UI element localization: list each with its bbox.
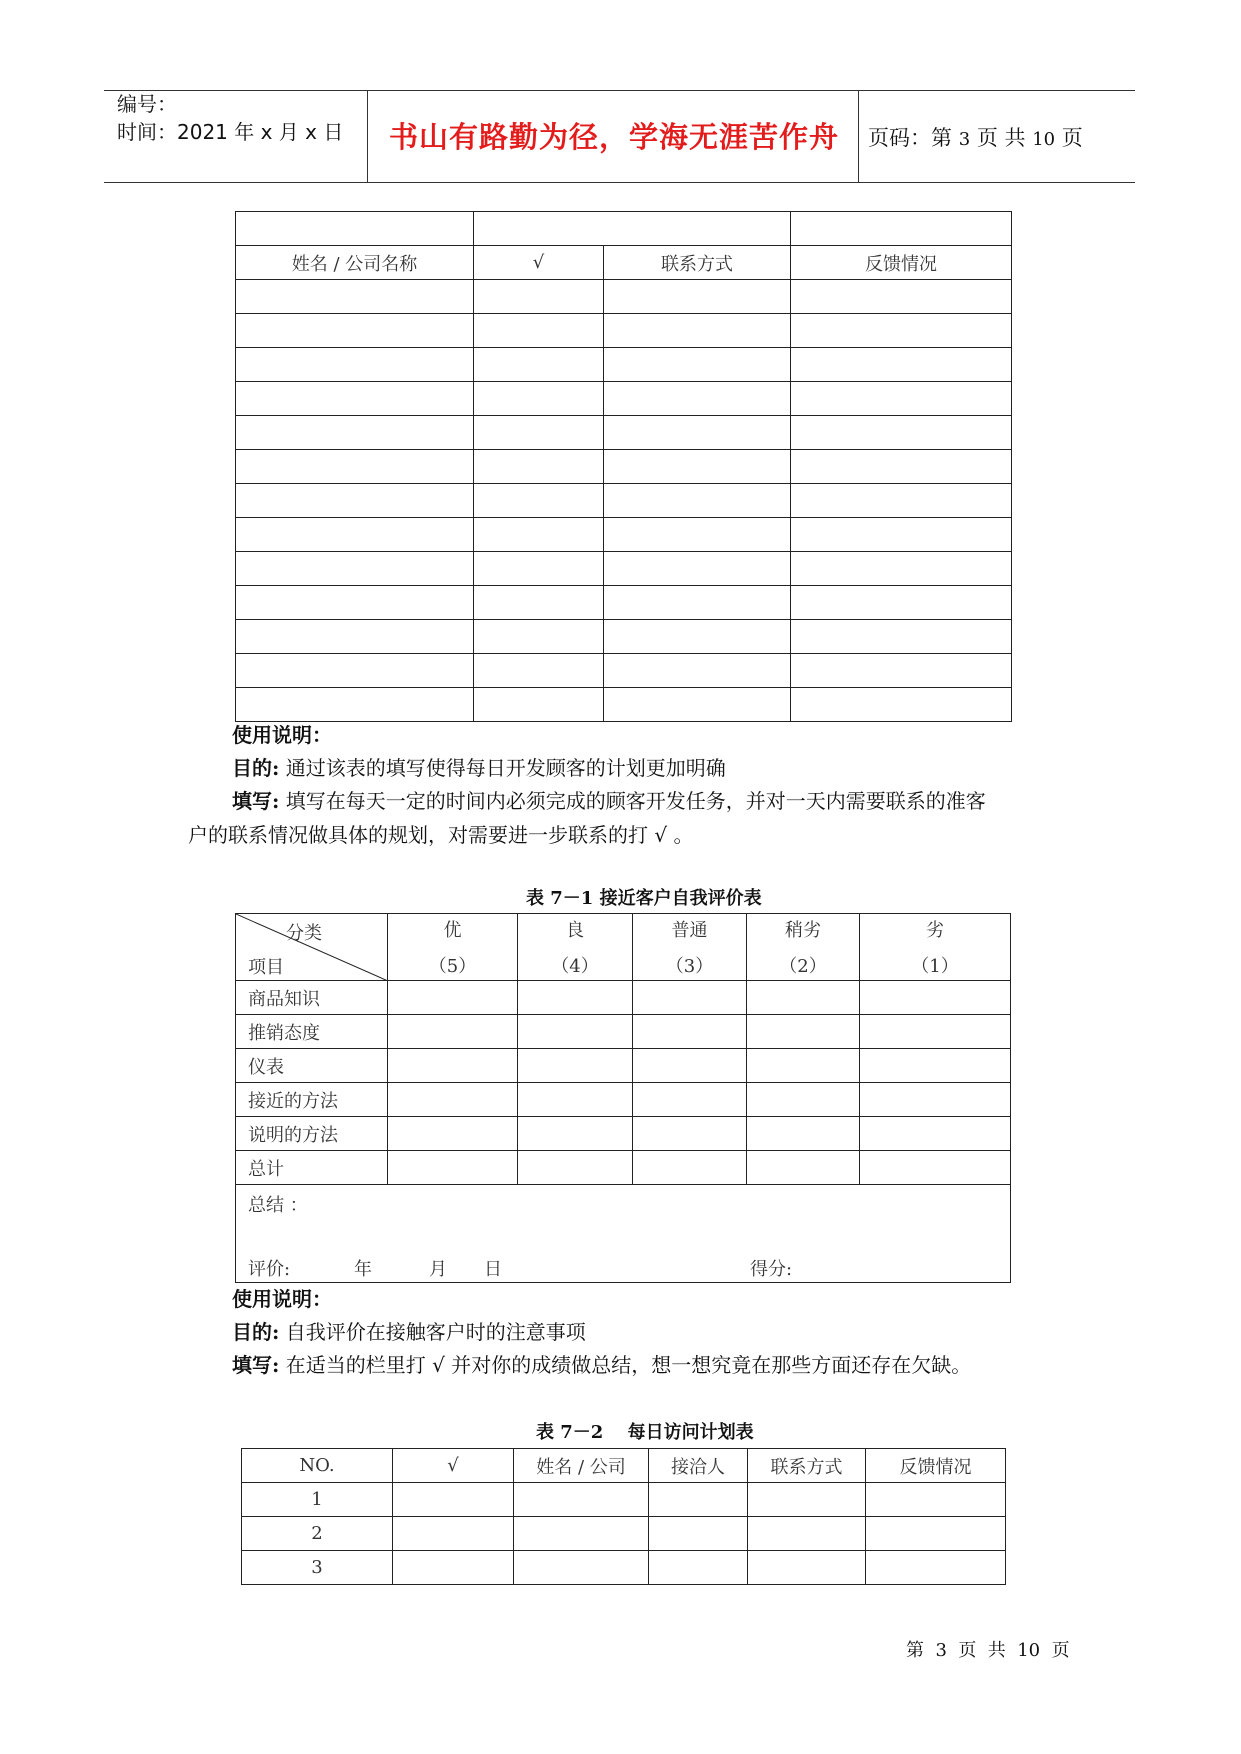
table-row <box>236 348 1012 382</box>
col-header-no: NO. <box>242 1449 393 1483</box>
page-total: 10 <box>1032 129 1056 150</box>
table-row <box>236 620 1012 654</box>
usage-title: 使用说明： <box>232 723 332 747</box>
col-header-contact-person: 接洽人 <box>649 1449 748 1483</box>
document-number-label: 编号： <box>117 92 177 116</box>
row-label: 总计 <box>236 1151 388 1185</box>
corner-bottom-label: 项目 <box>248 957 284 978</box>
table-row <box>242 1517 1006 1551</box>
table-row <box>242 1483 1006 1517</box>
table-row <box>236 981 1011 1015</box>
fill-text: 在适当的栏里打 √ 并对你的成绩做总结，想一想究竟在那些方面还存在欠缺。 <box>285 1353 972 1377</box>
eval-month: 月 <box>429 1259 447 1280</box>
purpose-label: 目的: <box>232 756 280 780</box>
self-evaluation-table <box>235 913 1011 1283</box>
corner-cell <box>236 914 388 981</box>
summary-cell[interactable] <box>236 1185 1011 1283</box>
col-header-feedback: 反馈情况 <box>791 246 1012 280</box>
usage-title: 使用说明： <box>232 1287 332 1311</box>
header-meta <box>117 90 343 146</box>
header-page-indicator <box>868 122 1083 152</box>
table-row <box>236 382 1012 416</box>
row-label: 仪表 <box>236 1049 388 1083</box>
page-label: 页码：第 <box>868 126 952 150</box>
table-row <box>236 1117 1011 1151</box>
table-row <box>236 654 1012 688</box>
grade-header: 普通 （3） <box>633 914 747 981</box>
header-bottom-rule <box>104 182 1135 183</box>
contact-plan-table <box>235 211 1012 722</box>
col-header-name: 姓名 / 公司名称 <box>236 246 474 280</box>
table-row <box>236 552 1012 586</box>
row-label: 接近的方法 <box>236 1083 388 1117</box>
table2-caption: 表 7－1 接近客户自我评价表 <box>526 888 762 909</box>
table3-caption: 表 7－2 每日访问计划表 <box>536 1422 754 1443</box>
fill-text-continued: 户的联系情况做具体的规划，对需要进一步联系的打 √ 。 <box>188 823 694 847</box>
table-header-row <box>236 246 1012 280</box>
eval-day: 日 <box>484 1259 502 1280</box>
grade-header: 劣 （1） <box>860 914 1011 981</box>
purpose-text: 通过该表的填写使得每日开发顾客的计划更加明确 <box>285 756 726 780</box>
summary-label: 总结 ： <box>248 1195 308 1216</box>
eval-year: 年 <box>354 1259 372 1280</box>
table-row <box>242 1551 1006 1585</box>
daily-visit-table <box>241 1448 1006 1585</box>
table-row <box>236 314 1012 348</box>
fill-text: 填写在每天一定的时间内必须完成的顾客开发任务，并对一天内需要联系的准客 <box>285 789 986 813</box>
col-header-contact: 联系方式 <box>604 246 791 280</box>
purpose-label: 目的: <box>232 1320 280 1344</box>
table-row <box>236 212 1012 246</box>
summary-row <box>236 1185 1011 1283</box>
table-row <box>236 586 1012 620</box>
grade-header: 优 （5） <box>388 914 518 981</box>
table-row <box>236 518 1012 552</box>
table-row <box>236 688 1012 722</box>
header-divider-left <box>367 90 368 182</box>
row-label: 商品知识 <box>236 981 388 1015</box>
page-end: 页 <box>1061 126 1083 150</box>
table-row <box>236 450 1012 484</box>
grade-header: 稍劣 （2） <box>747 914 860 981</box>
usage-notes-1 <box>232 719 986 818</box>
row-label: 推销态度 <box>236 1015 388 1049</box>
col-header-name: 姓名 / 公司 <box>514 1449 649 1483</box>
table-header-row <box>242 1449 1006 1483</box>
row-number: 2 <box>242 1517 393 1551</box>
row-label: 说明的方法 <box>236 1117 388 1151</box>
fill-label: 填写: <box>232 789 280 813</box>
col-header-contact: 联系方式 <box>748 1449 866 1483</box>
score-label: 得分: <box>750 1259 793 1280</box>
table-row <box>236 484 1012 518</box>
grade-header: 良 （4） <box>518 914 633 981</box>
table-row <box>236 1015 1011 1049</box>
table-row <box>236 1049 1011 1083</box>
usage-notes-2 <box>232 1283 971 1382</box>
document-time: 时间：2021 年 x 月 x 日 <box>117 120 344 144</box>
header-motto: 书山有路勤为径，学海无涯苦作舟 <box>388 120 839 154</box>
corner-top-label: 分类 <box>286 923 322 944</box>
table-row <box>236 416 1012 450</box>
col-header-check: √ <box>393 1449 514 1483</box>
header-divider-right <box>858 90 859 182</box>
table-row <box>236 1151 1011 1185</box>
page-current: 3 <box>958 129 971 150</box>
table-header-row <box>236 914 1011 981</box>
col-header-check: √ <box>474 246 604 280</box>
table-row <box>236 1083 1011 1117</box>
col-header-feedback: 反馈情况 <box>866 1449 1006 1483</box>
purpose-text: 自我评价在接触客户时的注意事项 <box>285 1320 586 1344</box>
fill-label: 填写: <box>232 1353 280 1377</box>
page-footer: 第 3 页 共 10 页 <box>906 1640 1070 1661</box>
row-number: 3 <box>242 1551 393 1585</box>
page-mid: 页 共 <box>976 126 1026 150</box>
eval-label: 评价: <box>248 1259 291 1280</box>
table-row <box>236 280 1012 314</box>
row-number: 1 <box>242 1483 393 1517</box>
